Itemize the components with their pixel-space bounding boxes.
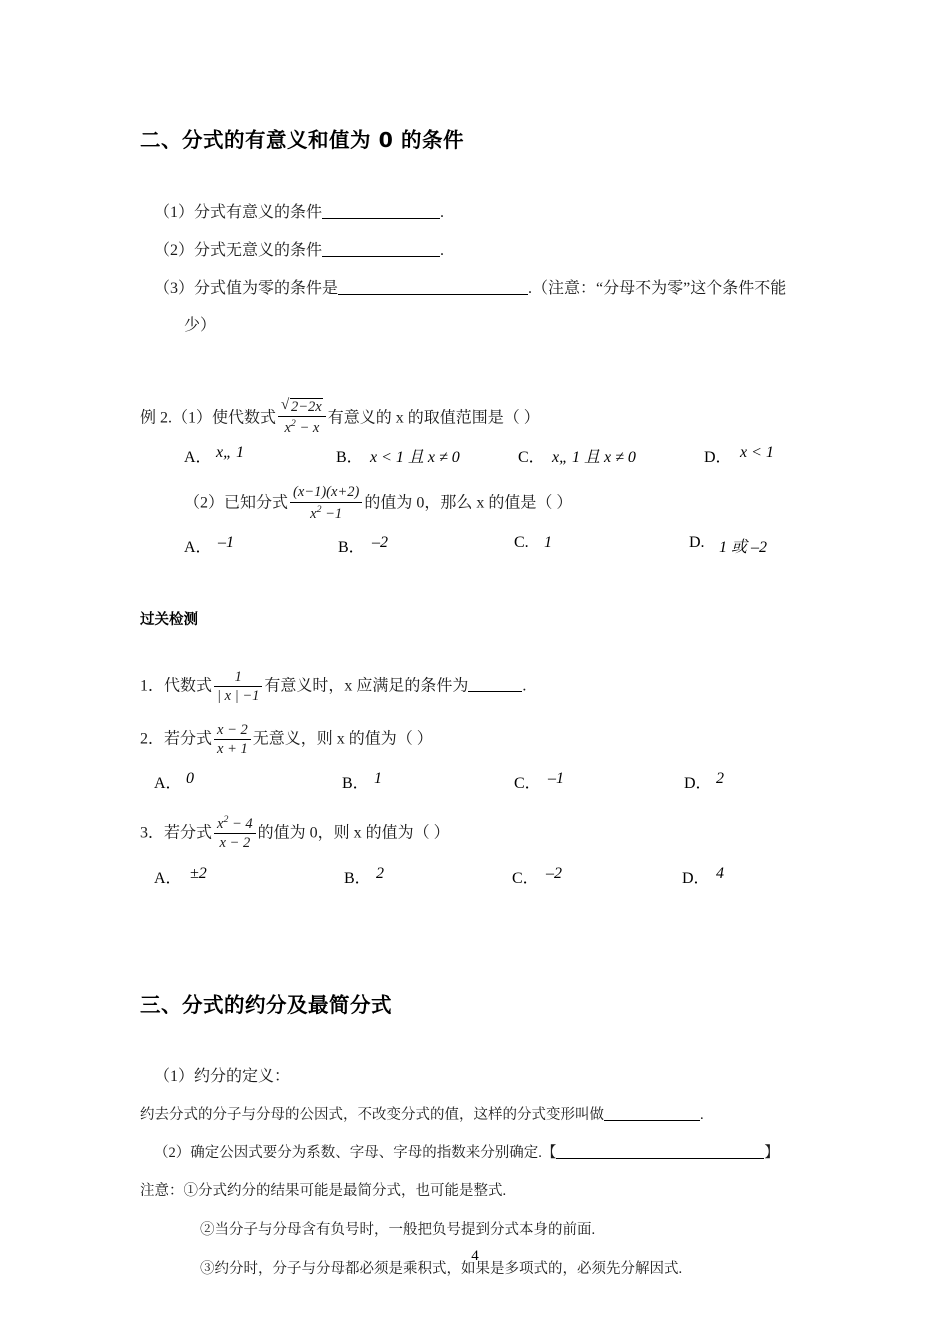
quiz-q3-options — [154, 865, 830, 891]
quiz-q3-expression — [212, 813, 258, 851]
section3-item-1-label: （1）约分的定义： — [154, 1067, 291, 1085]
quiz-q3-lead: 3．若分式 — [140, 824, 213, 842]
example2-part2-tail: 的值为 0，那么 x 的值是（ ） — [364, 494, 573, 512]
option2-a[interactable]: A． — [184, 538, 212, 556]
blank-fill-1[interactable] — [322, 202, 440, 219]
page-number: 4 — [471, 1248, 479, 1264]
fraction-x-minus-1-x-plus-2-over-x2-minus-1: $\frac{(x-1)(x+2)}{x^2 -1}$ — [290, 484, 362, 521]
option2-c[interactable]: C. — [514, 533, 529, 551]
q2-option-d[interactable]: D． — [684, 774, 712, 792]
quiz-q1-expression — [212, 668, 264, 704]
note-item-2: ②当分子与分母含有负号时，一般把负号提到分式本身的前面. — [200, 1222, 596, 1239]
blank-fill-3[interactable] — [338, 278, 528, 295]
section3-item-2 — [154, 1143, 830, 1165]
quiz-q2-tail: 无意义，则 x 的值为（ ） — [252, 730, 433, 748]
q3-option-d-value[interactable]: 4 — [716, 864, 724, 882]
q2-option-a[interactable]: A． — [154, 774, 182, 792]
section3-definition-period: . — [700, 1106, 704, 1123]
blank-fill-2[interactable] — [322, 240, 440, 257]
option-d[interactable]: D． — [704, 449, 732, 467]
section3-item-2-text: （2）确定公因式要分为系数、字母、字母的指数来分别确定. — [154, 1144, 542, 1161]
bracket-open: 【 — [541, 1144, 557, 1161]
section2-item-1 — [154, 201, 830, 225]
example2-part1 — [140, 396, 830, 437]
option-a-value[interactable]: x„ 1 — [216, 444, 244, 462]
section2-item-1-tail: . — [440, 204, 445, 221]
option-d-value[interactable]: x < 1 — [740, 444, 774, 462]
section-heading-three: 三、分式的约分及最简分式 — [140, 992, 392, 1017]
section2-item-3-continuation: 少） — [184, 317, 217, 334]
option2-a-value[interactable]: –1 — [218, 533, 234, 551]
section3-definition — [140, 1105, 830, 1127]
example2-part1-lead: 例 2.（1）使代数式 — [140, 409, 277, 427]
page-content — [140, 0, 830, 1281]
q3-option-c-value[interactable]: –2 — [546, 864, 562, 882]
quiz-q3-tail: 的值为 0，则 x 的值为（ ） — [257, 824, 450, 842]
note-item-3: ③约分时，分子与分母都必须是乘积式，如果是多项式的，必须先分解因式. — [200, 1260, 683, 1277]
quiz-q2-lead: 2．若分式 — [140, 730, 213, 748]
example2-part2 — [184, 482, 830, 522]
note-item-1: ①分式约分的结果可能是最简分式，也可能是整式. — [183, 1183, 507, 1200]
q2-option-b-value[interactable]: 1 — [374, 769, 382, 787]
quiz-title: 过关检测 — [140, 611, 198, 628]
fraction-sqrt-2-minus-2x-over-x2-minus-x: √ $\frac{2-2x}{x^2 - x}$ — [278, 398, 326, 436]
option2-c-value[interactable]: 1 — [544, 533, 552, 551]
option-b[interactable]: B． — [336, 449, 363, 467]
example2-part2-options — [184, 534, 830, 560]
q3-option-c[interactable]: C． — [512, 869, 539, 887]
q3-option-a-value[interactable]: ±2 — [190, 864, 207, 882]
blank-fill-bracket[interactable] — [556, 1143, 764, 1159]
q2-option-c-value[interactable]: –1 — [548, 769, 564, 787]
fraction-x-minus-2-over-x-plus-1: $\frac{x - 2}{x + 1}$ — [214, 722, 251, 757]
section-heading-two: 二、分式的有意义和值为 0 的条件 — [140, 128, 465, 152]
blank-fill-q1[interactable] — [468, 675, 522, 692]
section2-item-1-label: （1）分式有意义的条件 — [154, 204, 323, 221]
section2-item-2-tail: . — [440, 242, 445, 259]
option-a[interactable]: A． — [184, 449, 212, 467]
option2-b-value[interactable]: –2 — [372, 533, 388, 551]
example2-part1-expression — [276, 399, 328, 437]
section2-item-3-tail: .（注意：“分母不为零”这个条件不能 — [528, 280, 787, 297]
quiz-q2-expression — [212, 722, 253, 758]
fraction-1-over-abs-x-minus-1: $\frac{1}{| x | -1}$ — [214, 669, 262, 704]
q2-option-b[interactable]: B． — [342, 774, 369, 792]
example2-part2-expression — [288, 484, 364, 522]
quiz-question-1 — [140, 667, 830, 702]
option2-b[interactable]: B． — [338, 538, 365, 556]
quiz-question-3 — [140, 812, 830, 849]
section3-definition-text: 约去分式的分子与分母的公因式，不改变分式的值，这样的分式变形叫做 — [140, 1106, 604, 1123]
quiz-question-2 — [140, 720, 830, 758]
q3-option-d[interactable]: D． — [682, 869, 710, 887]
quiz-q1-lead: 1．代数式 — [140, 677, 213, 695]
section2-item-3 — [154, 277, 830, 301]
q2-option-a-value[interactable]: 0 — [186, 769, 194, 787]
section2-item-2-label: （2）分式无意义的条件 — [154, 242, 323, 259]
example2-part1-options — [184, 444, 830, 470]
quiz-q1-tail: 有意义时，x 应满足的条件为 — [264, 677, 469, 695]
q3-option-b-value[interactable]: 2 — [376, 864, 384, 882]
notes-label: 注意： — [140, 1183, 184, 1200]
option-c[interactable]: C． — [518, 449, 545, 467]
q2-option-c[interactable]: C． — [514, 774, 541, 792]
example2-part2-lead: （2）已知分式 — [184, 494, 289, 512]
section2-item-3-label: （3）分式值为零的条件是 — [154, 280, 339, 297]
option-c-value[interactable]: x„ 1 且 x ≠ 0 — [552, 449, 636, 467]
section3-notes-line-1 — [140, 1181, 830, 1203]
q3-option-b[interactable]: B． — [344, 869, 371, 887]
option-b-value[interactable]: x < 1 且 x ≠ 0 — [370, 449, 460, 467]
bracket-close: 】 — [764, 1144, 779, 1161]
q2-option-d-value[interactable]: 2 — [716, 769, 724, 787]
fraction-x2-minus-4-over-x-minus-2: $\frac{x^2 - 4}{x - 2}$ — [214, 814, 256, 851]
quiz-q2-options — [154, 770, 830, 796]
section2-item-2 — [154, 239, 830, 263]
option2-d-value[interactable]: 1 或 –2 — [719, 538, 768, 556]
quiz-q1-period: . — [522, 677, 527, 695]
example2-part1-tail: 有意义的 x 的取值范围是（ ） — [327, 409, 540, 427]
blank-fill-definition[interactable] — [604, 1105, 700, 1121]
q3-option-a[interactable]: A． — [154, 869, 182, 887]
option2-d[interactable]: D. — [689, 533, 705, 551]
